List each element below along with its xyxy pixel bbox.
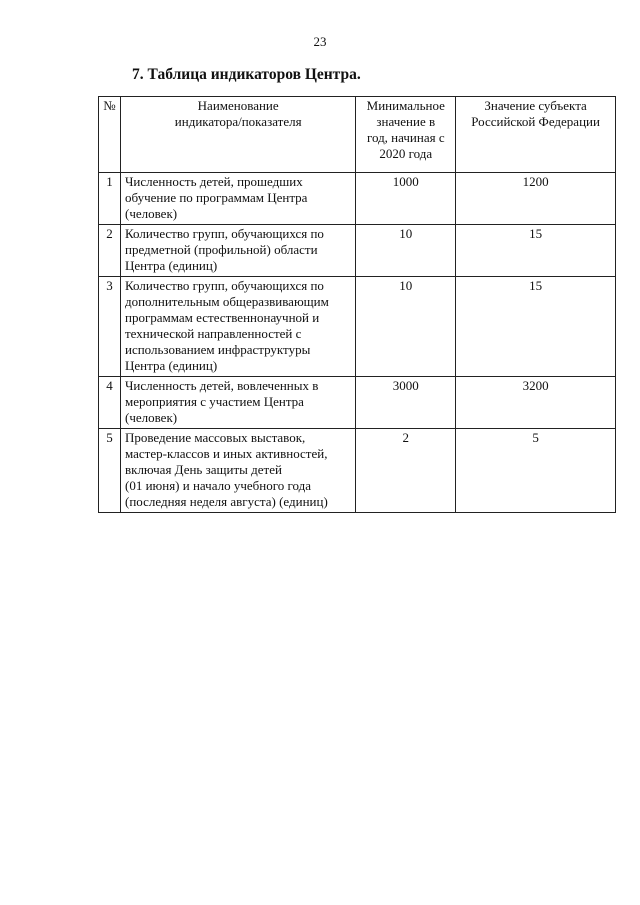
row-min-value: 10 (356, 225, 456, 277)
row-number: 5 (99, 429, 121, 513)
header-indicator-name: Наименование индикатора/показателя (120, 97, 355, 173)
row-min-value: 10 (356, 277, 456, 377)
page-number: 23 (313, 34, 327, 49)
row-region-value: 15 (456, 277, 616, 377)
section-title: 7. Таблица индикаторов Центра. (132, 66, 361, 83)
table-row (99, 377, 616, 429)
row-region-value: 5 (456, 429, 616, 513)
row-indicator-name: Численность детей, вовлеченных в мероприятия с участием Центра (человек) (120, 377, 355, 429)
row-number: 4 (99, 377, 121, 429)
row-indicator-name: Проведение массовых выставок, мастер-классов и иных активностей, включая День защиты детей (01 июня) и начало учебного года (последняя неделя августа) (единиц) (120, 429, 355, 513)
row-min-value: 3000 (356, 377, 456, 429)
row-min-value: 2 (356, 429, 456, 513)
row-min-value: 1000 (356, 173, 456, 225)
header-number: № (99, 97, 121, 173)
row-indicator-name: Численность детей, прошедших обучение по программам Центра (человек) (120, 173, 355, 225)
row-indicator-name: Количество групп, обучающихся по дополнительным общеразвивающим программам естественнонаучной и технической направленностей с использованием инфраструктуры Центра (единиц) (120, 277, 355, 377)
table-row (99, 173, 616, 225)
row-indicator-name: Количество групп, обучающихся по предметной (профильной) области Центра (единиц) (120, 225, 355, 277)
row-region-value: 15 (456, 225, 616, 277)
row-region-value: 1200 (456, 173, 616, 225)
table-row (99, 429, 616, 513)
table-header-row (99, 97, 616, 173)
table-row (99, 277, 616, 377)
row-region-value: 3200 (456, 377, 616, 429)
row-number: 2 (99, 225, 121, 277)
header-region-value: Значение субъекта Российской Федерации (456, 97, 616, 173)
row-number: 1 (99, 173, 121, 225)
indicators-table (98, 96, 616, 513)
row-number: 3 (99, 277, 121, 377)
table-row (99, 225, 616, 277)
header-min-value: Минимальное значение в год, начиная с 2020 года (356, 97, 456, 173)
